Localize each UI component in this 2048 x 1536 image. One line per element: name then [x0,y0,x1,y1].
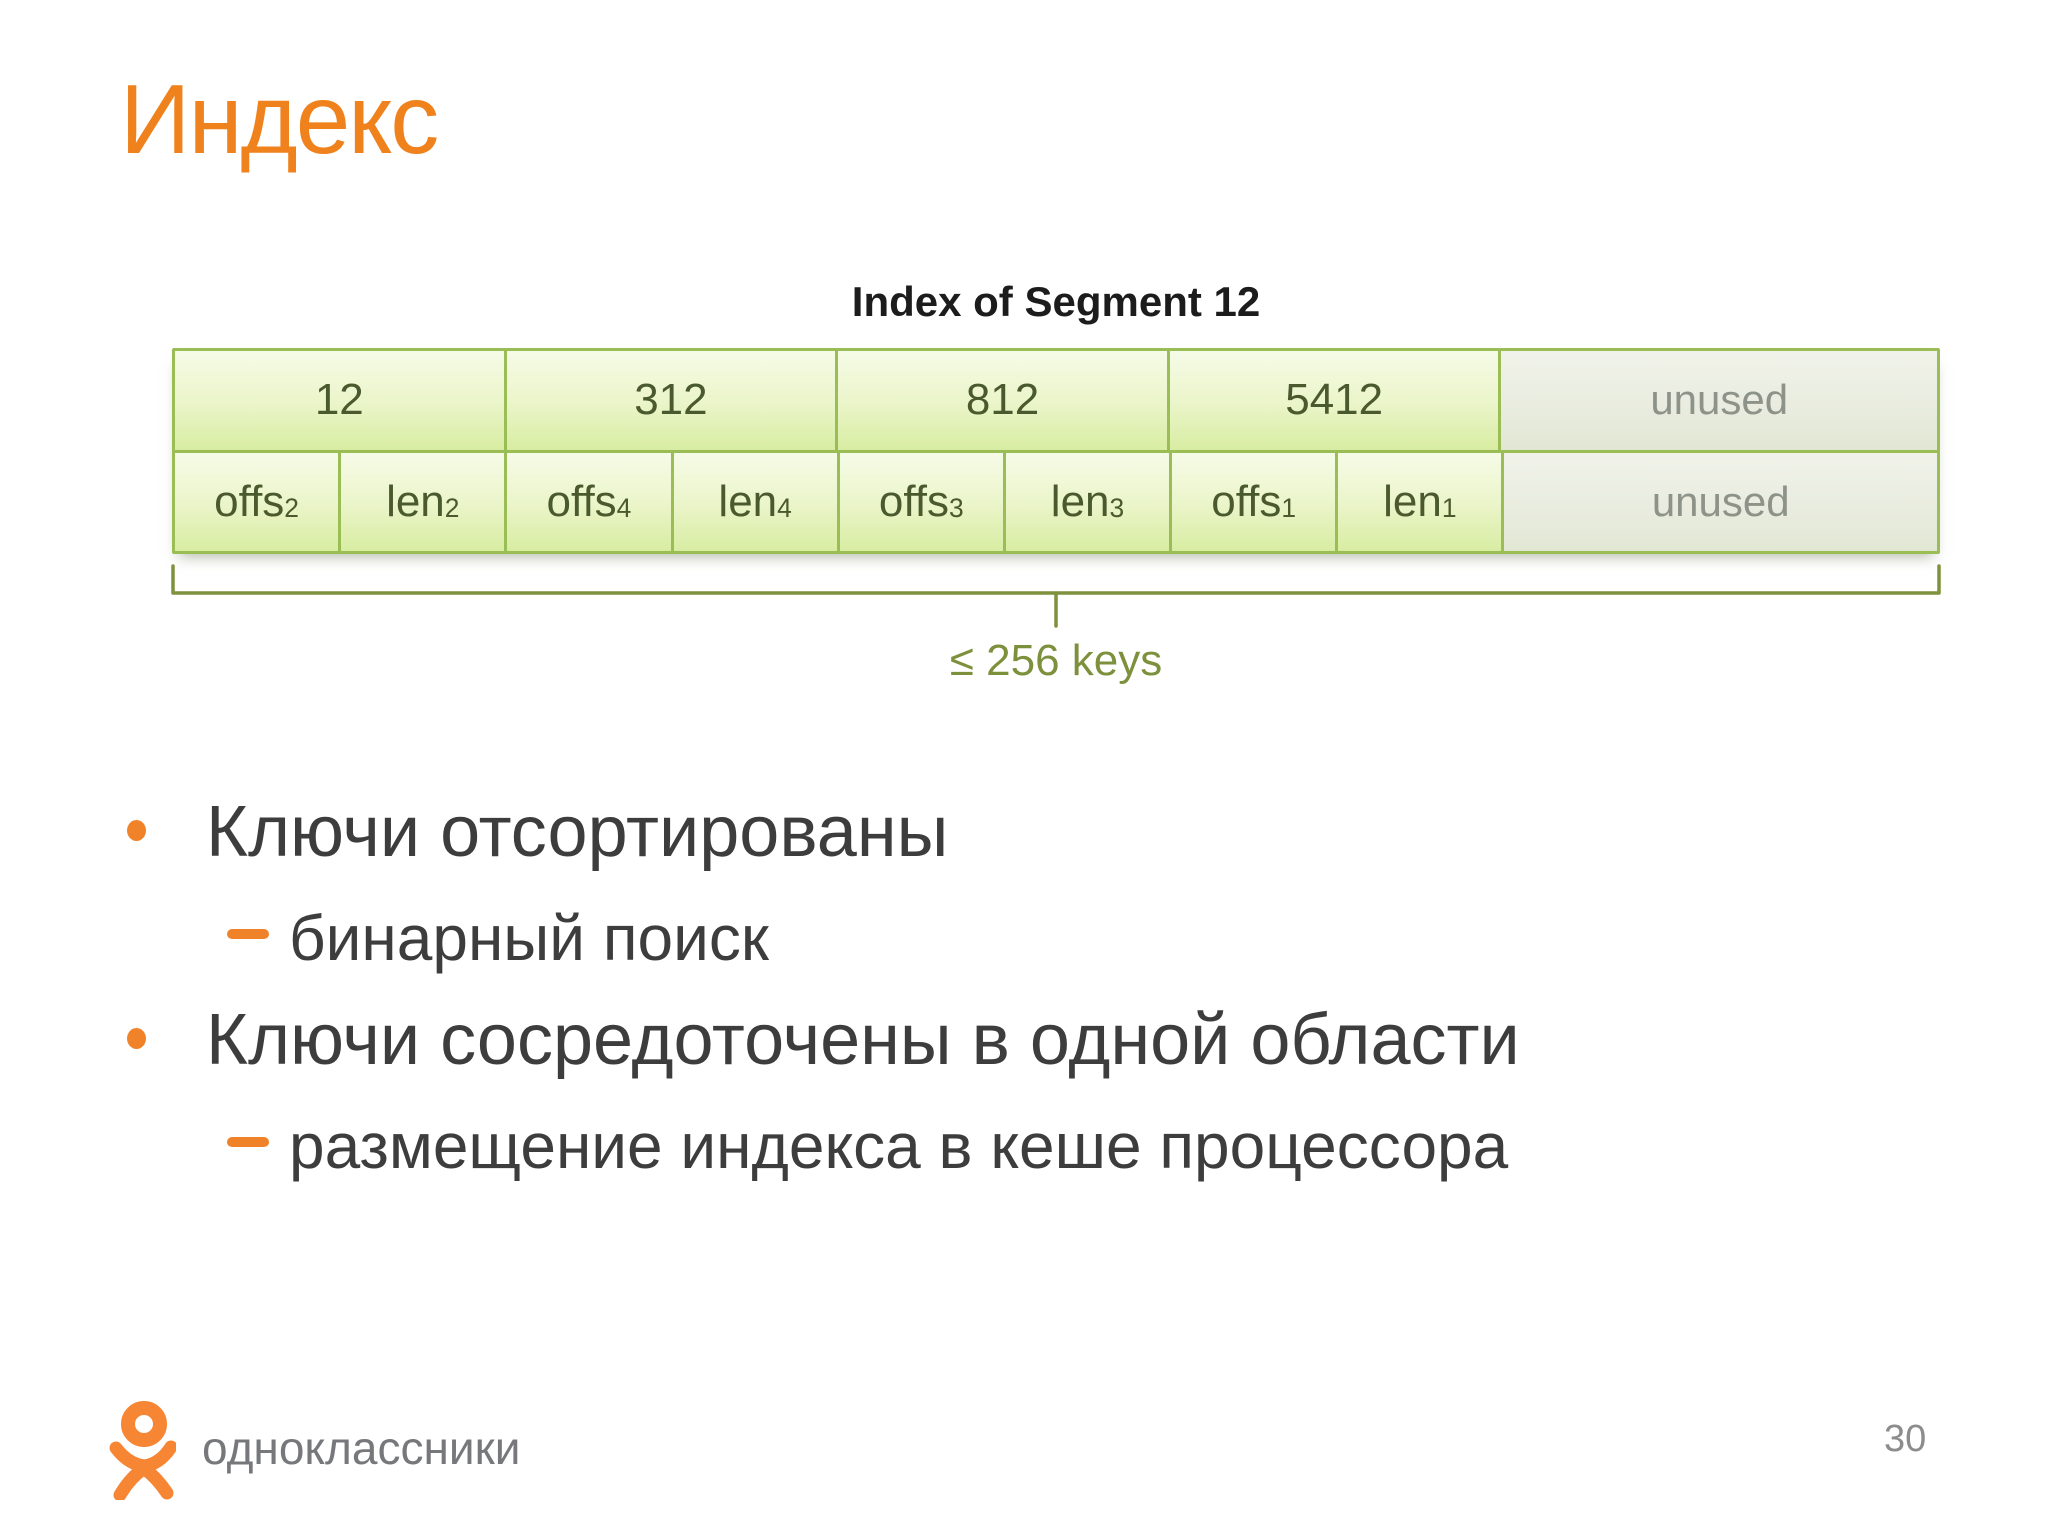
span-bracket [170,560,1942,632]
index-key-cell [1170,351,1499,450]
unused-label: unused [1650,376,1789,424]
index-entry-cell: offs $_1$ [1172,453,1335,552]
bullet-dot-icon [127,820,146,841]
index-key-cell [507,351,836,450]
sub-bullet-item [227,902,769,974]
odnoklassniki-logo [108,1396,520,1500]
odnoklassniki-figure-icon [108,1396,176,1500]
entry-label: offs [1211,476,1282,526]
index-entry-cell: len $_2$ [341,453,504,552]
logo-wordmark: одноклассники [202,1422,521,1474]
key-value: 5412 [1285,375,1384,425]
index-entry-cell: len $_3$ [1006,453,1169,552]
slide-title: Индекс [120,64,438,174]
entry-label: offs [878,476,950,526]
index-entry-cell: offs $_3$ [840,453,1003,552]
dash-bullet-icon [227,1137,269,1147]
diagram-title: Index of Segment 12 [851,278,1261,325]
key-value: 12 [314,375,364,425]
bullet-text: Ключи сосредоточены в одной области [206,1000,1520,1080]
entry-label: offs [214,476,285,526]
sub-bullet-text: размещение индекса в кеше процессора [289,1110,1509,1182]
index-table [172,348,1940,554]
bullet-item [127,1000,1520,1080]
bullet-text: Ключи отсортированы [206,792,949,872]
index-entry-cell: len $_1$ [1338,453,1501,552]
entry-label: len [718,476,778,526]
key-value: 312 [634,375,708,425]
index-entries-row [175,453,1937,552]
bullet-dot-icon [127,1028,146,1049]
sub-bullet-item [227,1110,1509,1182]
entry-label: len [1050,476,1110,526]
key-value: 812 [965,375,1040,425]
unused-cell [1504,453,1937,552]
index-key-cell [175,351,504,450]
keys-count-label: ≤ 256 keys [949,636,1163,685]
unused-label: unused [1651,477,1790,525]
dash-bullet-icon [227,929,269,939]
bullet-item [127,792,949,872]
index-entry-cell: offs $_2$ [175,453,338,552]
entry-label: offs [546,476,617,526]
entry-label: len [386,476,445,526]
index-entry-cell: len $_4$ [674,453,837,552]
index-key-cell [838,351,1167,450]
sub-bullet-text: бинарный поиск [289,902,769,974]
page-number: 30 [1884,1418,1927,1460]
entry-label: len [1383,476,1442,526]
index-entry-cell: offs $_4$ [507,453,670,552]
index-keys-row [175,351,1937,450]
unused-cell [1501,351,1937,450]
